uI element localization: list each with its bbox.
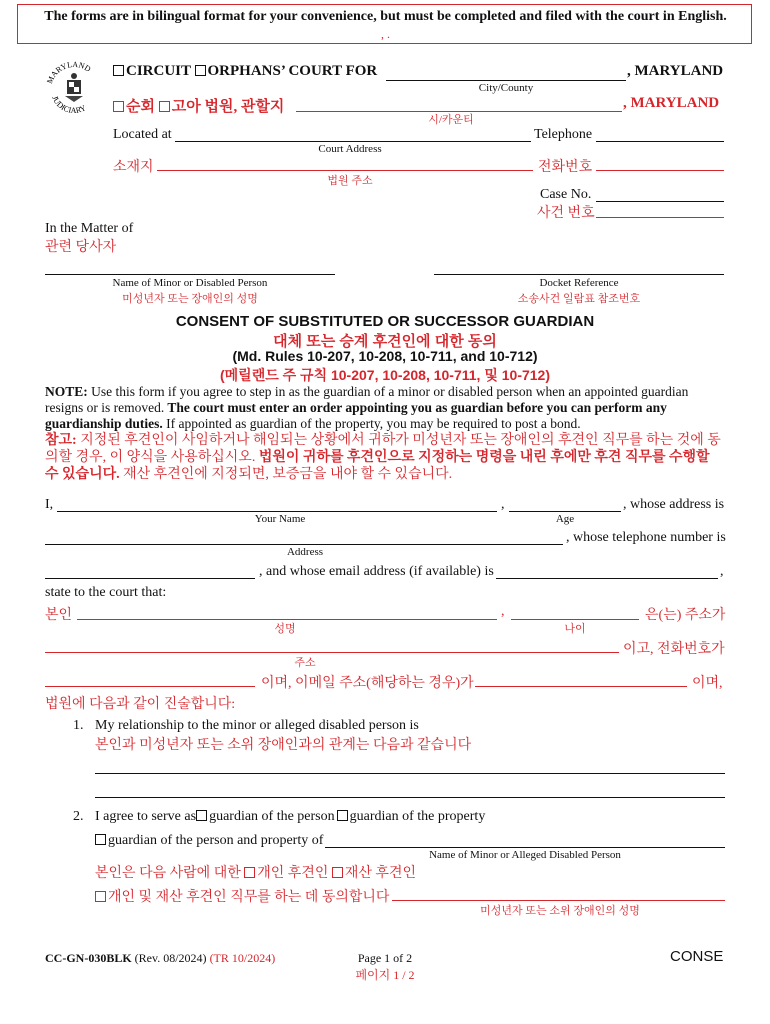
in-the-matter-label: In the Matter of bbox=[45, 221, 134, 236]
whose-address-label: , whose address is bbox=[623, 497, 725, 512]
address-is-ko-label: 은(는) 주소가 bbox=[645, 608, 726, 623]
email-ko-end: 이며, bbox=[692, 676, 723, 691]
guardian-both-ko-checkbox[interactable] bbox=[95, 891, 106, 902]
minor-name-field[interactable] bbox=[45, 274, 335, 275]
form-short-name: CONSE bbox=[670, 948, 724, 965]
note-text-2: If appointed as guardian of the property, you may be required to post a bond. bbox=[162, 416, 581, 431]
state-en: , MARYLAND bbox=[627, 63, 724, 79]
located-at-ko-label: 소재지 bbox=[113, 160, 154, 175]
telephone-ko-field[interactable] bbox=[596, 170, 724, 171]
form-rules: (Md. Rules 10-207, 10-208, 10-711, and 10-712) bbox=[232, 348, 538, 364]
orphans-ko-label: 고아 법원, 관할지 bbox=[171, 99, 285, 115]
form-rules-ko: (메릴랜드 주 규칙 10-207, 10-208, 10-711, 및 10-712) bbox=[219, 367, 550, 383]
guardian-property-checkbox[interactable] bbox=[337, 810, 348, 821]
docket-reference-ko-label: 소송사건 일람표 참조번호 bbox=[517, 293, 641, 305]
located-at-label: Located at bbox=[113, 127, 172, 142]
minor-name-ko-label: 미성년자 또는 장애인의 성명 bbox=[122, 293, 258, 305]
page-number: Page 1 of 2 bbox=[357, 951, 413, 965]
language-notice-text: The forms are in bilingual format for your convenience, but must be completed and filed with the court in English. bbox=[44, 9, 727, 24]
city-county-ko-label: 시/카운티 bbox=[428, 114, 474, 126]
language-notice-banner bbox=[17, 4, 752, 44]
orphans-court-checkbox[interactable] bbox=[195, 65, 206, 76]
telephone-label: Telephone bbox=[534, 127, 593, 142]
note-ko-text: 지정된 후견인이 사임하거나 해임되는 상황에서 귀하가 미성년자 또는 장애인의 후견인 직무를 하는 것에 동의할 경우, 이 양식을 사용하십시오. bbox=[45, 433, 721, 465]
circuit-label: CIRCUIT bbox=[126, 63, 191, 79]
court-address-label: Court Address bbox=[318, 143, 382, 155]
form-number-code: CC-GN-030BLK bbox=[45, 951, 132, 965]
note-ko-text-2: 재산 후견인에 지정되면, 보증금을 내야 할 수 있습니다. bbox=[119, 467, 453, 482]
state-ko-label: 법원에 다음과 같이 진술합니다: bbox=[45, 697, 236, 712]
address-ko-field[interactable] bbox=[45, 652, 619, 653]
case-no-ko-field[interactable] bbox=[596, 217, 724, 218]
phone-ko-field[interactable] bbox=[45, 686, 255, 687]
age-label: Age bbox=[555, 513, 575, 525]
note-paragraph-ko bbox=[45, 432, 725, 483]
note-bold-text: The court must enter an order appointing you as guardian before you can perform any guardianship duties. bbox=[45, 400, 667, 431]
case-no-ko-label: 사건 번호 bbox=[537, 206, 595, 221]
minor-name-label: Name of Minor or Disabled Person bbox=[112, 277, 268, 289]
phone-number-field[interactable] bbox=[45, 578, 255, 579]
page-number-ko: 페이지 1 / 2 bbox=[355, 968, 415, 982]
guardian-property-label: guardian of the property bbox=[349, 809, 486, 824]
guardian-person-checkbox[interactable] bbox=[196, 810, 207, 821]
guardian-both-label: guardian of the person and property of bbox=[108, 833, 324, 848]
guardian-both-checkbox[interactable] bbox=[95, 834, 106, 845]
address-label: Address bbox=[286, 546, 324, 558]
court-address-ko-label: 법원 주소 bbox=[327, 175, 373, 187]
relationship-question: My relationship to the minor or alleged disabled person is bbox=[95, 718, 419, 733]
court-type-en bbox=[113, 63, 377, 80]
guardian-both-ko-label: 개인 및 재산 후견인 직무를 하는 데 동의합니다 bbox=[108, 890, 390, 905]
guardian-property-ko-label: 재산 후견인 bbox=[344, 866, 416, 881]
state-to-court-label: state to the court that: bbox=[45, 585, 167, 600]
address-field[interactable] bbox=[45, 544, 563, 545]
circuit-ko-label: 순회 bbox=[126, 99, 155, 115]
your-name-label: Your Name bbox=[254, 513, 306, 525]
in-the-matter-ko-label: 관련 당사자 bbox=[45, 240, 117, 255]
case-no-field[interactable] bbox=[596, 201, 724, 202]
guardian-person-ko-label: 개인 후견인 bbox=[257, 866, 329, 881]
your-name-field[interactable] bbox=[57, 511, 497, 512]
item-2-number: 2. bbox=[73, 809, 84, 824]
note-ko-bold-text: 법원이 귀하를 후견인으로 지정하는 명령을 내린 후에만 후견 직무를 수행할 수 있습니다. bbox=[45, 450, 710, 482]
whose-email-label: , and whose email address (if available) is bbox=[259, 564, 494, 579]
relationship-field-2[interactable] bbox=[95, 797, 725, 798]
ward-name-ko-field[interactable] bbox=[392, 900, 725, 901]
note-ko-label: 참고: bbox=[45, 433, 77, 448]
svg-text:MARYLAND: MARYLAND bbox=[45, 59, 93, 85]
form-translation-rev: (TR 10/2024) bbox=[206, 951, 276, 965]
case-no-label: Case No. bbox=[540, 187, 592, 202]
ward-name-field[interactable] bbox=[325, 847, 725, 848]
guardian-both-ko-row bbox=[95, 886, 389, 906]
i-label: I, bbox=[45, 497, 54, 512]
agree-to-serve-ko bbox=[95, 862, 416, 882]
ward-name-ko-label: 미성년자 또는 소위 장애인의 성명 bbox=[480, 905, 640, 917]
docket-reference-field[interactable] bbox=[434, 274, 724, 275]
guardian-property-ko-checkbox[interactable] bbox=[332, 867, 343, 878]
phone-is-ko-label: 이고, 전화번호가 bbox=[623, 642, 725, 657]
note-paragraph bbox=[45, 384, 725, 432]
relationship-field-1[interactable] bbox=[95, 773, 725, 774]
orphans-ko-checkbox[interactable] bbox=[159, 101, 170, 112]
age-field[interactable] bbox=[509, 511, 621, 512]
city-county-field[interactable] bbox=[386, 80, 626, 81]
note-text: Use this form if you agree to step in as the guardian of a minor or disabled person when an appointed guardian resigns or is removed. bbox=[45, 384, 689, 415]
agree-to-serve bbox=[95, 809, 485, 825]
telephone-ko-label: 전화번호 bbox=[538, 160, 593, 175]
form-title: CONSENT OF SUBSTITUTED OR SUCCESSOR GUARDIAN bbox=[175, 313, 595, 330]
court-address-field[interactable] bbox=[175, 141, 531, 142]
ward-name-label: Name of Minor or Alleged Disabled Person bbox=[429, 849, 621, 861]
court-type-ko bbox=[113, 95, 284, 116]
name-age-ko-comma: , bbox=[501, 604, 505, 619]
telephone-field[interactable] bbox=[596, 141, 724, 142]
guardian-person-label: guardian of the person bbox=[209, 809, 335, 824]
state-ko: , MARYLAND bbox=[623, 95, 720, 111]
relationship-question-ko: 본인과 미성년자 또는 소위 장애인과의 관계는 다음과 같습니다 bbox=[95, 738, 472, 753]
circuit-checkbox[interactable] bbox=[113, 65, 124, 76]
language-notice-korean-line: , . bbox=[381, 27, 390, 41]
city-county-label: City/County bbox=[478, 82, 534, 94]
email-ko-field[interactable] bbox=[475, 686, 687, 687]
circuit-ko-checkbox[interactable] bbox=[113, 101, 124, 112]
form-title-ko: 대체 또는 승계 후견인에 대한 동의 bbox=[273, 333, 497, 350]
guardian-person-ko-checkbox[interactable] bbox=[244, 867, 255, 878]
item-1-number: 1. bbox=[73, 718, 84, 733]
name-ko-label: 성명 bbox=[274, 623, 296, 635]
age-ko-label: 나이 bbox=[564, 623, 586, 635]
whose-telephone-label: , whose telephone number is bbox=[566, 530, 726, 545]
i-ko-label: 본인 bbox=[45, 608, 73, 623]
court-address-ko-field[interactable] bbox=[157, 170, 533, 171]
svg-text:JUDICIARY: JUDICIARY bbox=[50, 94, 88, 116]
address-ko-label: 주소 bbox=[294, 657, 316, 669]
agree-to-serve-label: I agree to serve as bbox=[95, 809, 197, 824]
docket-reference-label: Docket Reference bbox=[539, 277, 619, 289]
form-revision: (Rev. 08/2024) bbox=[131, 951, 207, 965]
guardian-both-row bbox=[95, 833, 323, 849]
email-field[interactable] bbox=[496, 578, 718, 579]
form-number bbox=[45, 951, 275, 966]
agree-to-serve-ko-label: 본인은 다음 사람에 대한 bbox=[95, 866, 241, 881]
maryland-judiciary-seal bbox=[45, 56, 103, 118]
note-label: NOTE: bbox=[45, 384, 88, 399]
orphans-court-label: ORPHANS’ COURT FOR bbox=[207, 63, 378, 79]
email-end-comma: , bbox=[720, 564, 724, 579]
name-age-comma: , bbox=[501, 497, 505, 512]
email-ko-label: 이며, 이메일 주소(해당하는 경우)가 bbox=[261, 676, 474, 691]
